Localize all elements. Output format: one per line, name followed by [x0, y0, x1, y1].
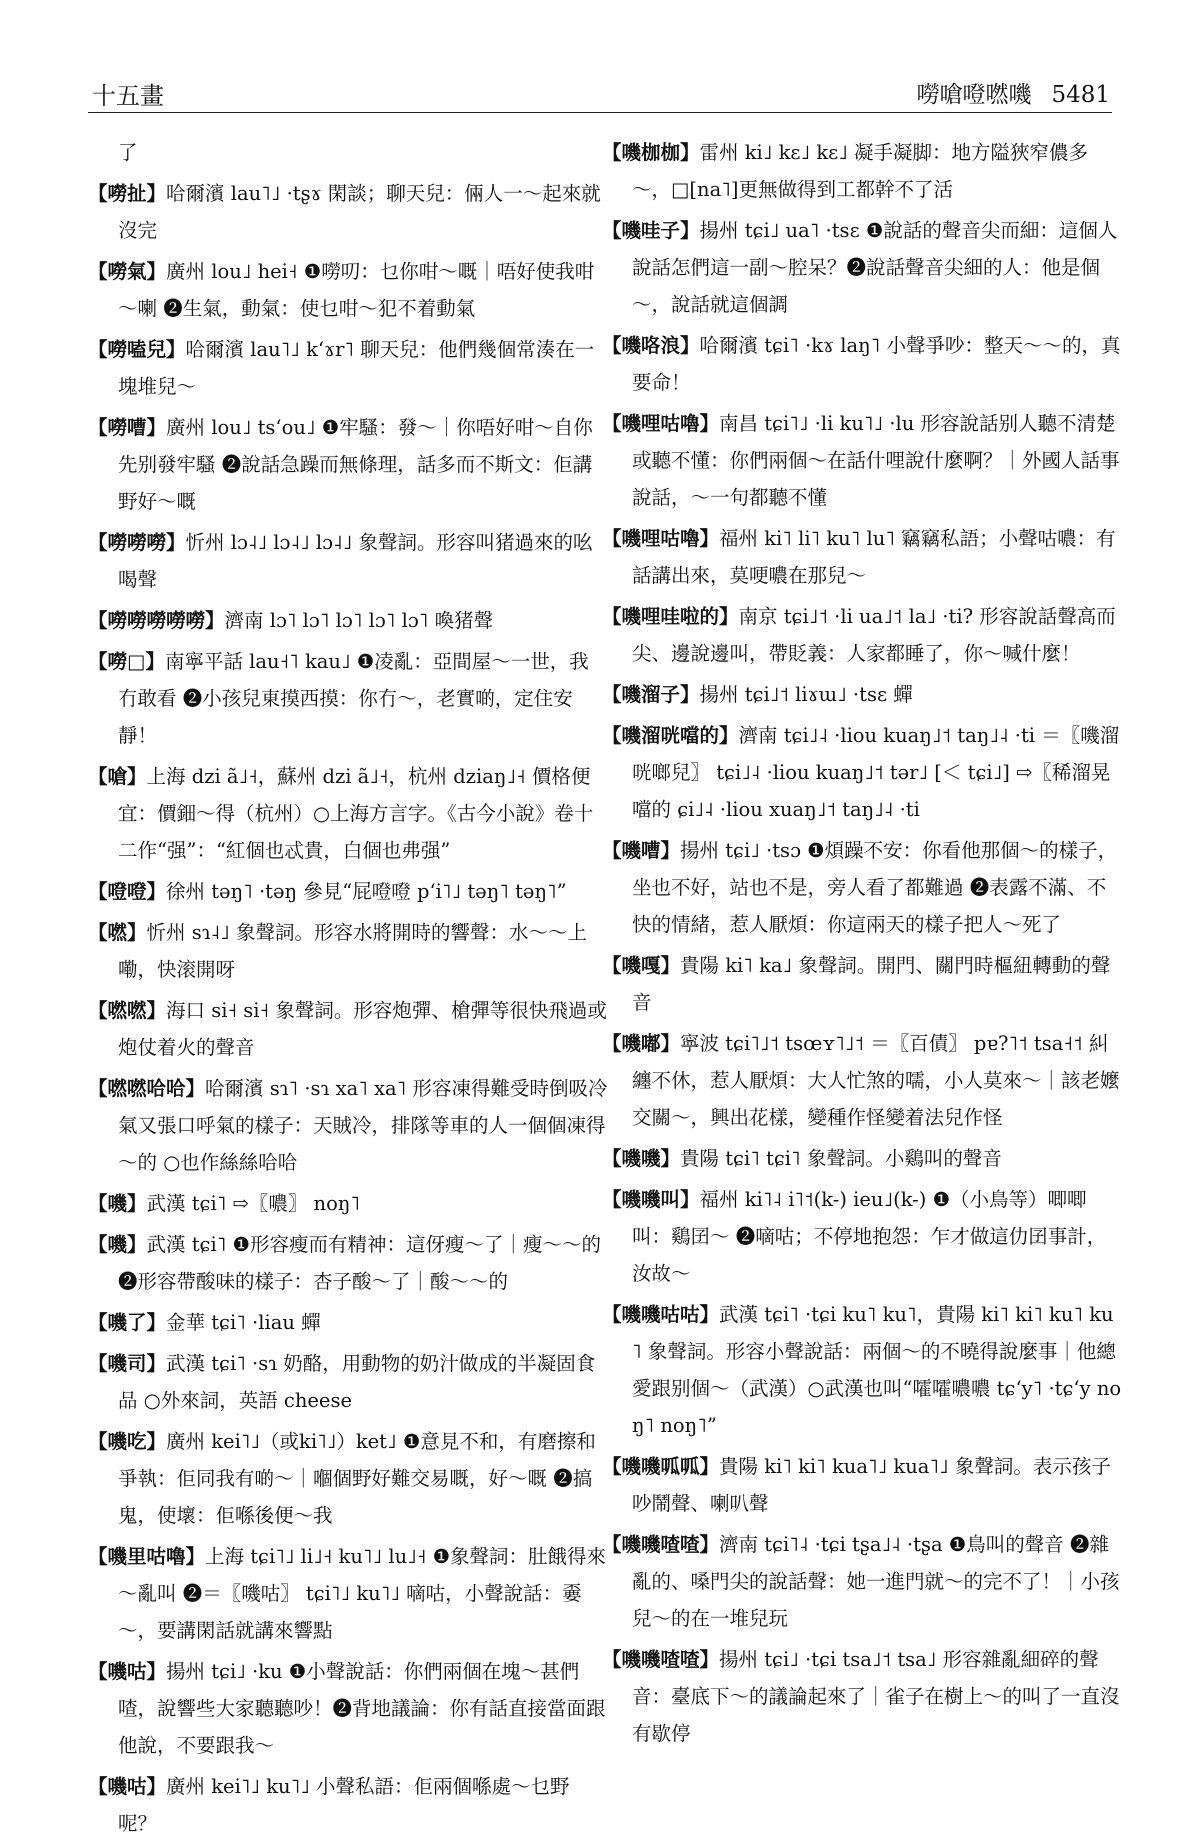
entry-headword: 【噔噔】 — [88, 880, 167, 903]
entry-headword: 【嘰溜咣噹的】 — [602, 724, 739, 747]
entry-headword: 【嘮扯】 — [88, 182, 167, 205]
entry-definition: 廣州 kei˥˩（或ki˥˩）ket˩ ❶意見不和，有磨擦和爭執：佢同我有啲～｜嗰個野好難交易嘅，好～嘅 ❷搞鬼，使壞：佢喺後便～我 — [118, 1430, 596, 1527]
entry-headword: 【嘮嗑兒】 — [88, 338, 186, 361]
entry-definition: 徐州 təŋ˥ ·təŋ 參見“屁噔噔 pʻi˥˩ təŋ˥ təŋ˥” — [166, 880, 567, 903]
section-title: 十五畫 — [92, 82, 164, 110]
entry-headword: 【嘮氣】 — [88, 260, 167, 283]
page-header — [88, 74, 1112, 108]
entry-definition: 武漢 tɕi˥ ·tɕi ku˥ ku˥，貴陽 ki˥ ki˥ ku˥ ku˥ 象聲詞。形容小聲說話：兩個～的不曉得說麼事｜他總愛跟别個～（武漢）○武漢也叫“嚯嚯噥噥 tɕʻy˥ ·tɕʻy noŋ˥ noŋ˥” — [632, 1303, 1122, 1437]
dictionary-entry — [602, 1025, 1122, 1136]
dictionary-entry — [602, 1296, 1122, 1444]
entry-headword: 【嘰嘟】 — [602, 1032, 681, 1055]
entry-definition: 貴陽 ki˥ ki˥ kua˥˩ kua˥˩ 象聲詞。表示孩子吵鬧聲、喇叭聲 — [632, 1455, 1111, 1515]
entry-headword: 【嘰】 — [88, 1233, 147, 1256]
entry-definition: 貴陽 tɕi˥ tɕi˥ 象聲詞。小鷄叫的聲音 — [680, 1147, 1002, 1170]
dictionary-entry — [88, 331, 608, 405]
entry-definition: 福州 ki˥ li˥ ku˥ lu˥ 竊竊私語；小聲咕噥：有話講出來，莫哽噥在那兒～ — [632, 527, 1116, 587]
entry-definition: 海口 si˧ si˧ 象聲詞。形容炮彈、槍彈等很快飛過或炮仗着火的聲音 — [118, 999, 607, 1059]
dictionary-entry — [88, 175, 608, 249]
entry-headword: 【嘫嘫】 — [88, 999, 167, 1022]
entry-headword: 【嘰嘰喳喳】 — [602, 1533, 720, 1556]
entry-headword: 【嘰咕】 — [88, 1660, 167, 1683]
entry-headword: 【嘮嘈】 — [88, 416, 167, 439]
entry-definition: 揚州 tɕi˩ ·tɕi tsa˩˦ tsa˩ 形容雜亂細碎的聲音：臺底下～的議論起來了｜雀子在樹上～的叫了一直沒有歇停 — [632, 1648, 1120, 1745]
entry-headword: 【嘰咕】 — [88, 1775, 167, 1798]
guide-characters: 嘮嗆噔嘫嘰 — [916, 82, 1032, 108]
dictionary-entry — [88, 253, 608, 327]
dictionary-entry — [602, 327, 1122, 401]
entry-definition: 忻州 sɿ˨˩ 象聲詞。形容水將開時的響聲：水～～上嘞，快滚開呀 — [118, 921, 587, 981]
entry-headword: 【嘰溜子】 — [602, 683, 700, 706]
dictionary-entry — [602, 212, 1122, 323]
entry-definition: 廣州 kei˥˩ ku˥˩ 小聲私語：佢兩個喺處～乜野呢？ — [118, 1775, 570, 1835]
entry-headword: 【嘰嘈】 — [602, 839, 681, 862]
entry-definition: 哈爾濱 lau˥˩ kʻɤr˥ 聊天兒：他們幾個常湊在一塊堆兒～ — [118, 338, 595, 398]
dictionary-entry — [88, 643, 608, 754]
dictionary-entry — [88, 1653, 608, 1764]
entry-headword: 【嘰】 — [88, 1192, 147, 1215]
entry-definition: 福州 ki˥˨ i˥˦(k-) ieu˩(k-) ❶（小鳥等）唧唧叫：鷄囝～ ❷嘀咕；不停地抱怨：乍才做這仂囝事計，汝故～ — [632, 1188, 1107, 1285]
dictionary-entry — [88, 602, 608, 639]
dictionary-entry — [88, 914, 608, 988]
dictionary-entry — [88, 1538, 608, 1649]
dictionary-entry — [88, 409, 608, 520]
page-running-head — [916, 76, 1110, 109]
entry-headword: 【嘰里咕嚕】 — [88, 1545, 206, 1568]
dictionary-entry — [88, 873, 608, 910]
entry-headword: 【嘰嘰叫】 — [602, 1188, 700, 1211]
entry-headword: 【嘰嘰喳喳】 — [602, 1648, 720, 1671]
entry-headword: 【嘰枷枷】 — [602, 141, 700, 164]
entry-definition: 揚州 tɕi˩ ·tsɔ ❶煩躁不安：你看他那個～的樣子，坐也不好，站也不是，旁人看了都難過 ❷表露不滿、不快的情緒，惹人厭煩：你這兩天的樣子把人～死了 — [632, 839, 1118, 936]
entry-headword: 【嘰了】 — [88, 1311, 167, 1334]
entry-headword: 【嘮嘮嘮嘮嘮】 — [88, 609, 225, 632]
entry-definition: 濟南 tɕi˥˨ ·tɕi tʂa˩˨ ·tʂa ❶鳥叫的聲音 ❷雜亂的、嗓門尖的說話聲：她一進門就～的完不了！｜小孩兒～的在一堆兒玩 — [632, 1533, 1120, 1630]
entry-headword: 【嘰哇子】 — [602, 219, 700, 242]
entry-definition: 揚州 tɕi˩ ua˥ ·tsɛ ❶說話的聲音尖而細：這個人說話怎們這一副～腔呆？❷說話聲音尖細的人：他是個～，說話就這個調 — [632, 219, 1118, 316]
dictionary-entry — [602, 1526, 1122, 1637]
dictionary-entry — [602, 134, 1122, 208]
right-column — [602, 134, 1122, 1756]
dictionary-entry — [88, 1423, 608, 1534]
entry-headword: 【嘰嘰咕咕】 — [602, 1303, 720, 1326]
dictionary-entry — [602, 1641, 1122, 1752]
dictionary-entry — [88, 1345, 608, 1419]
entry-definition: 廣州 lou˩ tsʻou˩ ❶牢騷：發～｜你唔好咁～自你先别發牢騷 ❷說話急躁而無條理，話多而不斯文：佢講野好～嘅 — [118, 416, 593, 513]
entry-headword: 【嘰嘰呱呱】 — [602, 1455, 720, 1478]
dictionary-entry — [602, 947, 1122, 1021]
entry-headword: 【嘰哩咕嚕】 — [602, 527, 720, 550]
left-column — [88, 134, 608, 1846]
dictionary-entry — [88, 1226, 608, 1300]
entry-definition: 哈爾濱 lau˥˩ ·tʂɤ 閑談；聊天兒：倆人一～起來就沒完 — [118, 182, 601, 242]
dictionary-entry — [88, 1070, 608, 1181]
dictionary-entry — [88, 992, 608, 1066]
dictionary-entry — [88, 1185, 608, 1222]
dictionary-entry — [88, 134, 608, 171]
dictionary-entry — [602, 405, 1122, 516]
entry-headword: 【嘰司】 — [88, 1352, 167, 1375]
dictionary-entry — [602, 520, 1122, 594]
entry-continuation: 了 — [118, 141, 138, 164]
entry-headword: 【嘫嘫哈哈】 — [88, 1077, 206, 1100]
entry-headword: 【嘰嘎】 — [602, 954, 681, 977]
entry-definition: 雷州 ki˩ kɛ˩ kɛ˩ 凝手凝脚：地方隘狹窄儂多～，□[na˥]更無做得到工都幹不了活 — [632, 141, 1089, 201]
entry-definition: 南京 tɕi˩˦ ·li ua˩˦ la˩ ·ti? 形容說話聲高而尖、邊說邊叫，帶貶義：人家都睡了，你～喊什麼！ — [632, 605, 1116, 665]
entry-definition: 貴陽 ki˥ ka˩ 象聲詞。開門、關門時樞紐轉動的聲音 — [632, 954, 1111, 1014]
dictionary-entry — [88, 1304, 608, 1341]
entry-definition: 金華 tɕi˥ ·liau 蟬 — [166, 1311, 321, 1334]
entry-headword: 【嘮嘮嘮】 — [88, 531, 186, 554]
entry-definition: 濟南 lɔ˥ lɔ˥ lɔ˥ lɔ˥ lɔ˥ 喚猪聲 — [224, 609, 494, 632]
entry-definition: 南昌 tɕi˥˩ ·li ku˥˩ ·lu 形容說話别人聽不清楚或聽不懂：你們兩個～在話什哩說什麼啊？｜外國人話事說話，～一句都聽不懂 — [632, 412, 1120, 509]
dictionary-entry — [88, 1768, 608, 1842]
entry-headword: 【嘮□】 — [88, 650, 165, 673]
entry-definition: 哈爾濱 tɕi˥ ·kɤ laŋ˥ 小聲爭吵：整天～～的，真要命！ — [632, 334, 1121, 394]
dictionary-entry — [602, 1181, 1122, 1292]
entry-definition: 揚州 tɕi˩˦ liɤɯ˩ ·tsɛ 蟬 — [699, 683, 913, 706]
dictionary-entry — [602, 717, 1122, 828]
dictionary-entry — [602, 598, 1122, 672]
entry-headword: 【嘰哩哇啦的】 — [602, 605, 739, 628]
dictionary-entry — [602, 1448, 1122, 1522]
entry-definition: 揚州 tɕi˩ ·ku ❶小聲說話：你們兩個在塊～甚們喳，說響些大家聽聽吵！❷背地議論：你有話直接當面跟他說，不要跟我～ — [118, 1660, 606, 1757]
entry-definition: 武漢 tɕi˥ ·sɿ 奶酪，用動物的奶汁做成的半凝固食品 ○外來詞，英語 cheese — [118, 1352, 596, 1412]
dictionary-entry — [88, 524, 608, 598]
dictionary-entry — [88, 758, 608, 869]
header-rule — [88, 112, 1112, 113]
page-number: 5481 — [1051, 82, 1110, 108]
entry-headword: 【嘫】 — [88, 921, 147, 944]
entry-definition: 忻州 lɔ˨˩ lɔ˨˩ lɔ˨˩ 象聲詞。形容叫猪過來的吆喝聲 — [118, 531, 593, 591]
entry-definition: 寧波 tɕi˥˩˦ tsœʏ˥˩˦ ＝〖百債〗 pɐ?˥˦ tsa˧˦ 糾纏不休，惹人厭煩：大人忙煞的嚅，小人莫來～｜該老嬤交關～，興出花樣，變種作怪變着法兒作怪 — [632, 1032, 1120, 1129]
dictionary-entry — [602, 832, 1122, 943]
entry-headword: 【嘰哩咕嚕】 — [602, 412, 720, 435]
entry-definition: 武漢 tɕi˥ ❶形容瘦而有精神：這伢瘦～了｜瘦～～的 ❷形容帶酸味的樣子：杏子酸～了｜酸～～的 — [118, 1233, 602, 1293]
entry-definition: 濟南 tɕi˩˨ ·liou kuaŋ˩˦ taŋ˩˨ ·ti ＝〖嘰溜咣啷兒〗 tɕi˩˨ ·liou kuaŋ˩˦ tər˩ [＜ tɕi˩] ⇨〖稀溜晃噹的 ɕi˩˨ ·liou xuaŋ˩˦ taŋ˩˨ ·ti — [632, 724, 1120, 821]
dictionary-entry — [602, 676, 1122, 713]
dictionary-entry — [602, 1140, 1122, 1177]
entry-headword: 【嘰吃】 — [88, 1430, 167, 1453]
entry-definition: 南寧平話 lau˧˥ kau˩ ❶凌亂：亞間屋～一世，我冇敢看 ❷小孩兒東摸西摸：你冇～，老實啲，定住安靜！ — [118, 650, 589, 747]
entry-definition: 廣州 lou˩ hei˧ ❶嘮叨：乜你咁～嘅｜唔好使我咁～喇 ❷生氣，動氣：使乜咁～犯不着動氣 — [118, 260, 595, 320]
entry-headword: 【嘰咯浪】 — [602, 334, 700, 357]
entry-definition: 哈爾濱 sɿ˥ ·sɿ xa˥ xa˥ 形容凍得難受時倒吸冷氣又張口呼氣的樣子：天賊冷，排隊等車的人一個個凍得～的 ○也作絲絲哈哈 — [118, 1077, 608, 1174]
entry-headword: 【嗆】 — [88, 765, 147, 788]
entry-definition: 上海 dzi ã˩˧，蘇州 dzi ã˩˧，杭州 dziaŋ˩˧ 價格便宜：價鈿～得（杭州）○上海方言字。《古今小說》卷十二作“强”：“紅個也忒貴，白個也弗强” — [118, 765, 594, 862]
entry-definition: 上海 tɕi˥˩ li˩˧ ku˥˩ lu˩˧ ❶象聲詞：肚餓得來～亂叫 ❷＝〖嘰咕〗 tɕi˥˩ ku˥˩ 嘀咕，小聲說話：嫑～，要講閑話就講來響點 — [118, 1545, 607, 1642]
entry-definition: 武漢 tɕi˥ ⇨〖噥〗 noŋ˥ — [146, 1192, 361, 1215]
entry-headword: 【嘰嘰】 — [602, 1147, 681, 1170]
